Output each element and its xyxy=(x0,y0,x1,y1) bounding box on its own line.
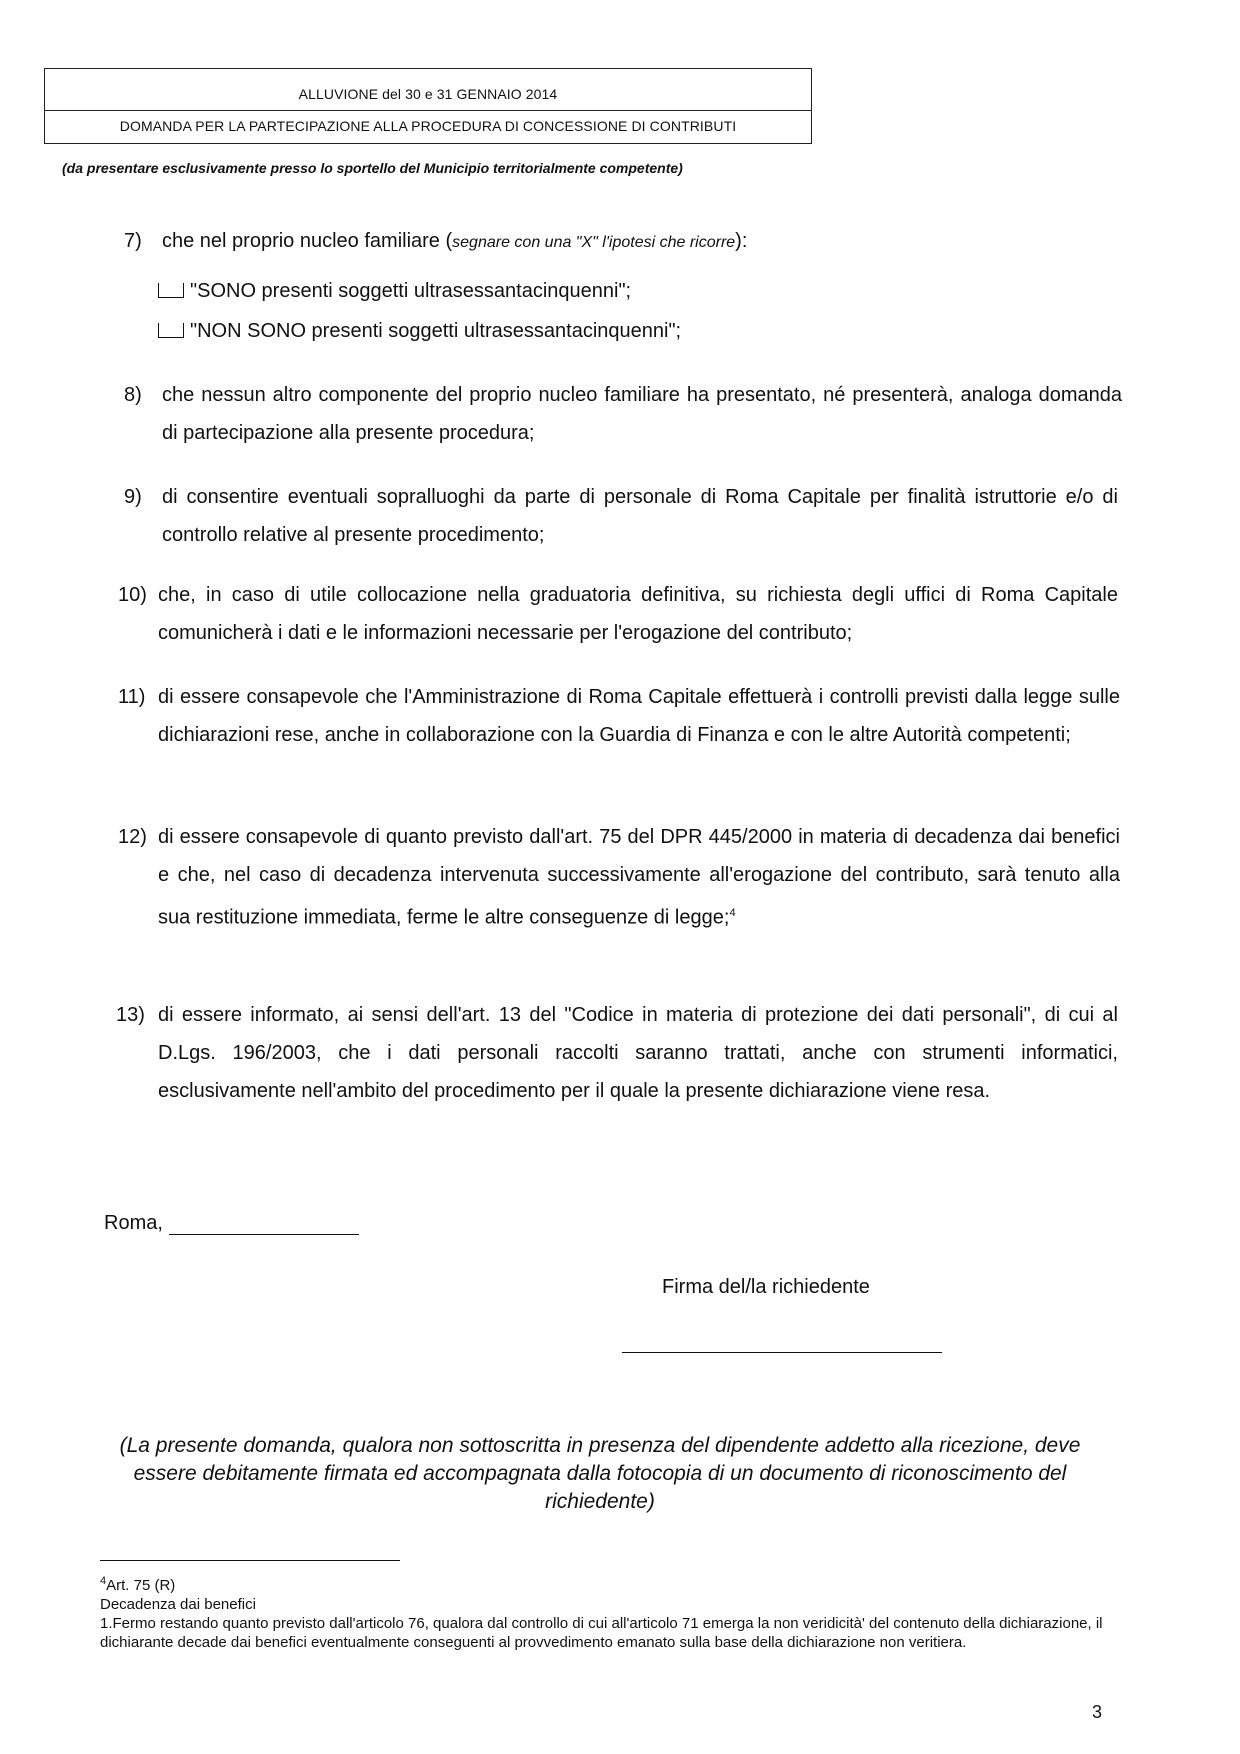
footnote-title-row xyxy=(100,1572,1108,1595)
item-text-end: ): xyxy=(735,230,748,252)
item-number: 10) xyxy=(118,584,147,606)
list-item-11 xyxy=(118,678,1120,794)
header-divider xyxy=(45,110,811,111)
item-number: 7) xyxy=(124,230,142,252)
footnote-divider xyxy=(100,1560,400,1561)
footnote-text: 1.Fermo restando quanto previsto dall'articolo 76, qualora dal controllo di cui all'articolo 71 emerga la non veridicità' del contenuto della dichiarazione, il dichiarante decade dai benefici eventualmente conseguenti al provvedimento emanato sulla base della dichiarazione non veritiera. xyxy=(100,1615,1103,1651)
item-text: che nel proprio nucleo familiare ( xyxy=(162,230,453,252)
footnote-title: Art. 75 (R) xyxy=(106,1577,176,1594)
checkbox-over-65-absent[interactable] xyxy=(158,323,184,338)
list-item-9 xyxy=(124,478,1118,558)
item-number: 11) xyxy=(118,686,146,708)
header-note: (da presentare esclusivamente presso lo sportello del Municipio territorialmente competente) xyxy=(62,160,683,176)
signature-field[interactable] xyxy=(622,1352,942,1353)
item-text: di essere informato, ai sensi dell'art. 13 del "Codice in materia di protezione dei dati personali", di cui al D.Lgs. 196/2003, che i dati personali raccolti saranno trattati, anche con strumenti informatici, esclusivamente nell'ambito del procedimento per il quale la presente dichiarazione viene resa. xyxy=(158,1004,1118,1102)
option-label: "SONO presenti soggetti ultrasessantacinquenni"; xyxy=(190,280,632,302)
date-field[interactable] xyxy=(169,1212,359,1235)
signature-label: Firma del/la richiedente xyxy=(662,1276,870,1298)
header-subtitle: DOMANDA PER LA PARTECIPAZIONE ALLA PROCEDURA DI CONCESSIONE DI CONTRIBUTI xyxy=(119,118,737,134)
place-label: Roma, xyxy=(104,1212,163,1234)
item-text: di consentire eventuali sopralluoghi da parte di personale di Roma Capitale per finalità istruttorie e/o di controllo relative al presente procedimento; xyxy=(162,486,1118,546)
item-hint: segnare con una "X" l'ipotesi che ricorre xyxy=(452,234,736,251)
item-number: 13) xyxy=(116,1004,145,1026)
page-number: 3 xyxy=(1092,1702,1103,1722)
footnote-marker: 4 xyxy=(100,1575,107,1587)
footnote xyxy=(100,1572,1108,1652)
header-title: ALLUVIONE del 30 e 31 GENNAIO 2014 xyxy=(298,86,558,102)
item-text: che, in caso di utile collocazione nella graduatoria definitiva, su richiesta degli uffici di Roma Capitale comunicherà i dati e le informazioni necessarie per l'erogazione del contributo; xyxy=(158,584,1118,644)
item-text: di essere consapevole di quanto previsto dall'art. 75 del DPR 445/2000 in materia di decadenza dai benefici e che, nel caso di decadenza intervenuta successivamente all'erogazione del contributo, sarà tenuto alla sua restituzione immediata, ferme le altre conseguenze di legge; xyxy=(158,826,1120,929)
document-header-box xyxy=(44,68,812,144)
item-number: 8) xyxy=(124,384,142,406)
item-number: 9) xyxy=(124,486,142,508)
item-text: di essere consapevole che l'Amministrazione di Roma Capitale effettuerà i controlli previsti dalla legge sulle dichiarazioni rese, anche in collaborazione con la Guardia di Finanza e con le altre Autorità competenti; xyxy=(158,686,1120,746)
list-item-13 xyxy=(116,996,1118,1152)
option-label: "NON SONO presenti soggetti ultrasessantacinquenni"; xyxy=(190,320,682,342)
list-item-8 xyxy=(124,376,1122,456)
item-text: che nessun altro componente del proprio nucleo familiare ha presentato, né presenterà, analoga domanda di partecipazione alla presente procedura; xyxy=(162,384,1122,444)
item-number: 12) xyxy=(118,826,147,848)
footnote-subtitle: Decadenza dai benefici xyxy=(100,1596,256,1613)
option-over-65-absent xyxy=(158,320,681,343)
place-date xyxy=(104,1212,359,1235)
checkbox-over-65-present[interactable] xyxy=(158,283,184,298)
closing-note: (La presente domanda, qualora non sottoscritta in presenza del dipendente addetto alla ricezione, deve essere debitamente firmata ed accompagnata dalla fotocopia di un documento di riconoscimento del richiedente) xyxy=(119,1434,1081,1513)
list-item-10 xyxy=(118,576,1118,656)
option-over-65-present xyxy=(158,280,631,303)
footnote-ref: 4 xyxy=(729,907,736,919)
list-item-12 xyxy=(118,818,1120,974)
